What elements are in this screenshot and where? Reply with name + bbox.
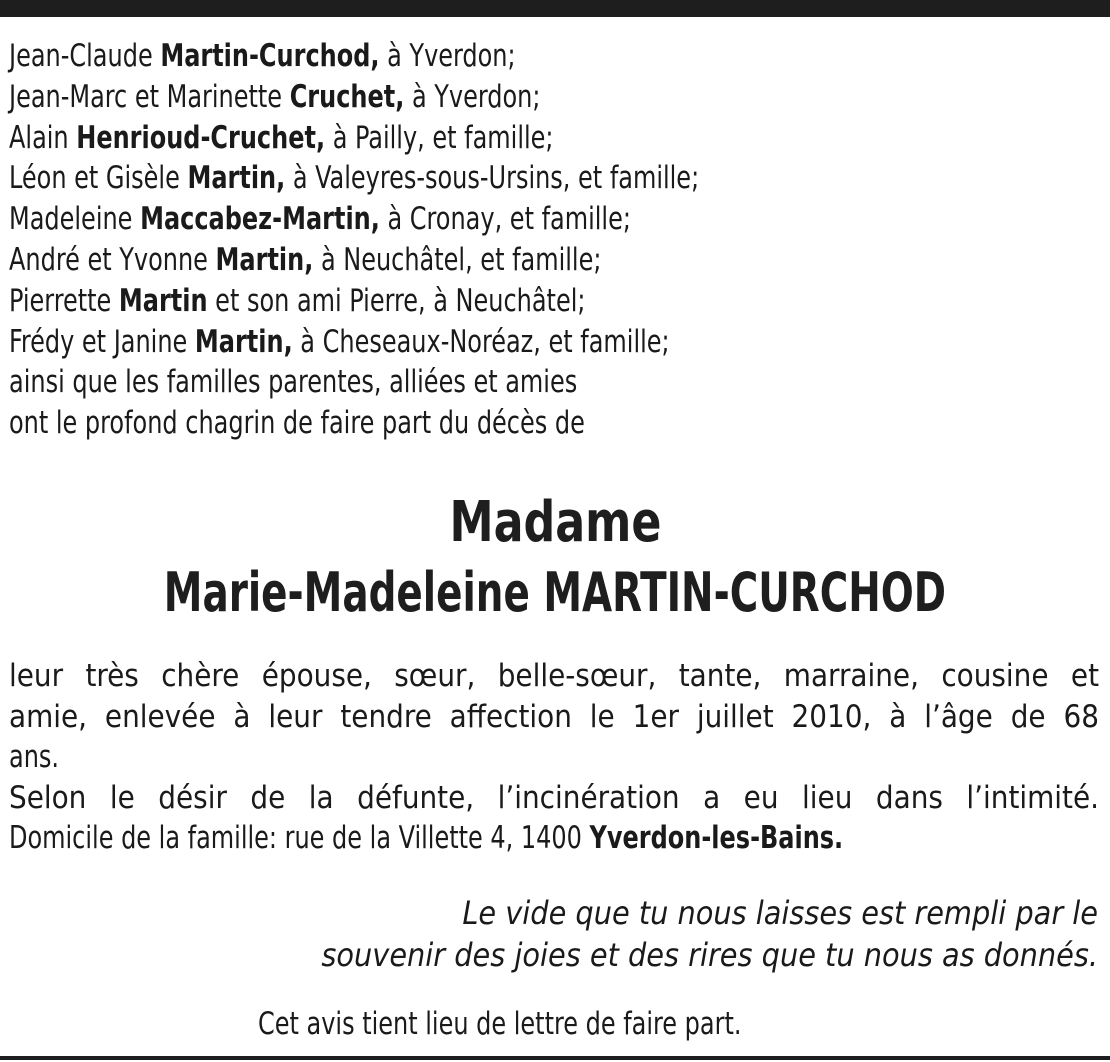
body-word: l’âge <box>924 698 993 735</box>
mourner-first-names: Léon et Gisèle <box>9 160 188 197</box>
bottom-rule <box>0 1056 1110 1060</box>
body-word: tante, <box>678 658 762 694</box>
mourners-list <box>9 36 946 362</box>
mourner-surname: Henrioud-Cruchet, <box>76 119 326 156</box>
body-word: affection <box>449 698 572 735</box>
top-rule <box>0 0 1110 17</box>
body-word: enlevée <box>104 698 216 735</box>
body-word: cousine <box>941 658 1049 694</box>
mourner-line <box>9 36 946 77</box>
domicile-line <box>9 818 946 859</box>
mourner-surname: Martin, <box>215 241 314 278</box>
deceased-name: Marie-Madeleine MARTIN-CURCHOD <box>163 561 947 624</box>
body-word: Selon <box>9 779 87 816</box>
body-word: à <box>889 698 907 735</box>
mourner-first-names: Jean-Claude <box>9 38 161 74</box>
memorial-quote <box>321 892 1098 976</box>
mourner-location: à Yverdon; <box>404 78 541 115</box>
mourner-location: à Cheseaux-Noréaz, et famille; <box>292 323 670 360</box>
mourner-location: à Valeyres-sous-Ursins, et famille; <box>285 160 700 197</box>
mourner-first-names: Frédy et Janine <box>9 323 195 360</box>
mourner-location: et son ami Pierre, à Neuchâtel; <box>207 282 586 319</box>
mourner-surname: Martin, <box>194 323 293 360</box>
body-word: de <box>250 779 286 816</box>
mourner-first-names: Pierrette <box>9 282 119 319</box>
domicile-city: Yverdon-les-Bains. <box>589 820 844 856</box>
body-line-3: ans. <box>9 739 60 775</box>
body-line-1 <box>9 656 1099 697</box>
body-word: amie, <box>9 698 88 735</box>
deceased-block <box>0 488 1110 628</box>
intro-text <box>9 362 946 444</box>
body-word: dans <box>875 779 943 816</box>
body-word: tendre <box>340 698 432 735</box>
quote-line: Le vide que tu nous laisses est rempli par le <box>462 894 1098 932</box>
intro-line: ainsi que les familles parentes, alliées et amies <box>9 364 578 400</box>
mourner-first-names: Alain <box>9 119 77 156</box>
mourner-line <box>9 158 946 199</box>
mourner-line <box>9 322 946 363</box>
body-word: le <box>109 779 135 816</box>
mourner-surname: Martin, <box>187 160 286 197</box>
body-word: 68 <box>1063 698 1099 735</box>
body-word: eu <box>743 779 779 816</box>
body-word: l’incinération <box>497 779 680 816</box>
mourner-first-names: Madeleine <box>9 201 141 238</box>
mourner-surname: Martin <box>118 282 208 319</box>
body-word: l’intimité. <box>966 779 1099 816</box>
body-word: le <box>589 698 615 735</box>
announcement-body <box>9 656 1099 859</box>
body-word: 2010, <box>791 698 872 735</box>
body-word: de <box>1010 698 1046 735</box>
deceased-honorific: Madame <box>449 490 661 555</box>
mourner-first-names: Jean-Marc et Marinette <box>9 78 290 115</box>
body-word: désir <box>158 779 227 816</box>
mourner-line <box>9 118 946 159</box>
mourner-surname: Martin-Curchod, <box>160 38 380 74</box>
intro-line: ont le profond chagrin de faire part du décès de <box>9 404 585 441</box>
body-word: à <box>233 698 251 735</box>
body-word: belle-sœur, <box>497 658 657 694</box>
mourner-line <box>9 199 946 240</box>
body-word: a <box>703 779 721 816</box>
body-word: juillet <box>696 698 774 735</box>
quote-line: souvenir des joies et des rires que tu nous as donnés. <box>321 936 1098 974</box>
mourner-line <box>9 281 946 322</box>
body-word: défunte, <box>357 779 475 816</box>
body-word: leur <box>268 698 323 735</box>
body-word: leur <box>9 658 64 694</box>
body-word: lieu <box>802 779 853 816</box>
mourner-location: à Pailly, et famille; <box>325 119 554 156</box>
body-line-2 <box>9 697 1099 738</box>
body-word: la <box>308 779 334 816</box>
mourner-surname: Cruchet, <box>289 78 405 115</box>
body-word: sœur, <box>394 658 476 694</box>
body-word: et <box>1070 658 1099 694</box>
body-word: marraine, <box>783 658 919 694</box>
closing-note: Cet avis tient lieu de lettre de faire part. <box>258 1006 742 1042</box>
mourner-location: à Neuchâtel, et famille; <box>313 241 602 278</box>
body-line-4 <box>9 778 1099 819</box>
mourner-line <box>9 77 946 118</box>
mourner-line <box>9 240 946 281</box>
body-word: chère <box>161 658 240 694</box>
body-word: 1er <box>632 698 679 735</box>
mourner-location: à Yverdon; <box>379 38 516 74</box>
mourner-location: à Cronay, et famille; <box>379 201 631 238</box>
mourner-surname: Maccabez-Martin, <box>140 201 380 238</box>
domicile-address: Domicile de la famille: rue de la Villette 4, 1400 <box>9 820 590 856</box>
body-word: très <box>85 658 139 694</box>
body-word: épouse, <box>261 658 372 694</box>
mourner-first-names: André et Yvonne <box>9 241 216 278</box>
